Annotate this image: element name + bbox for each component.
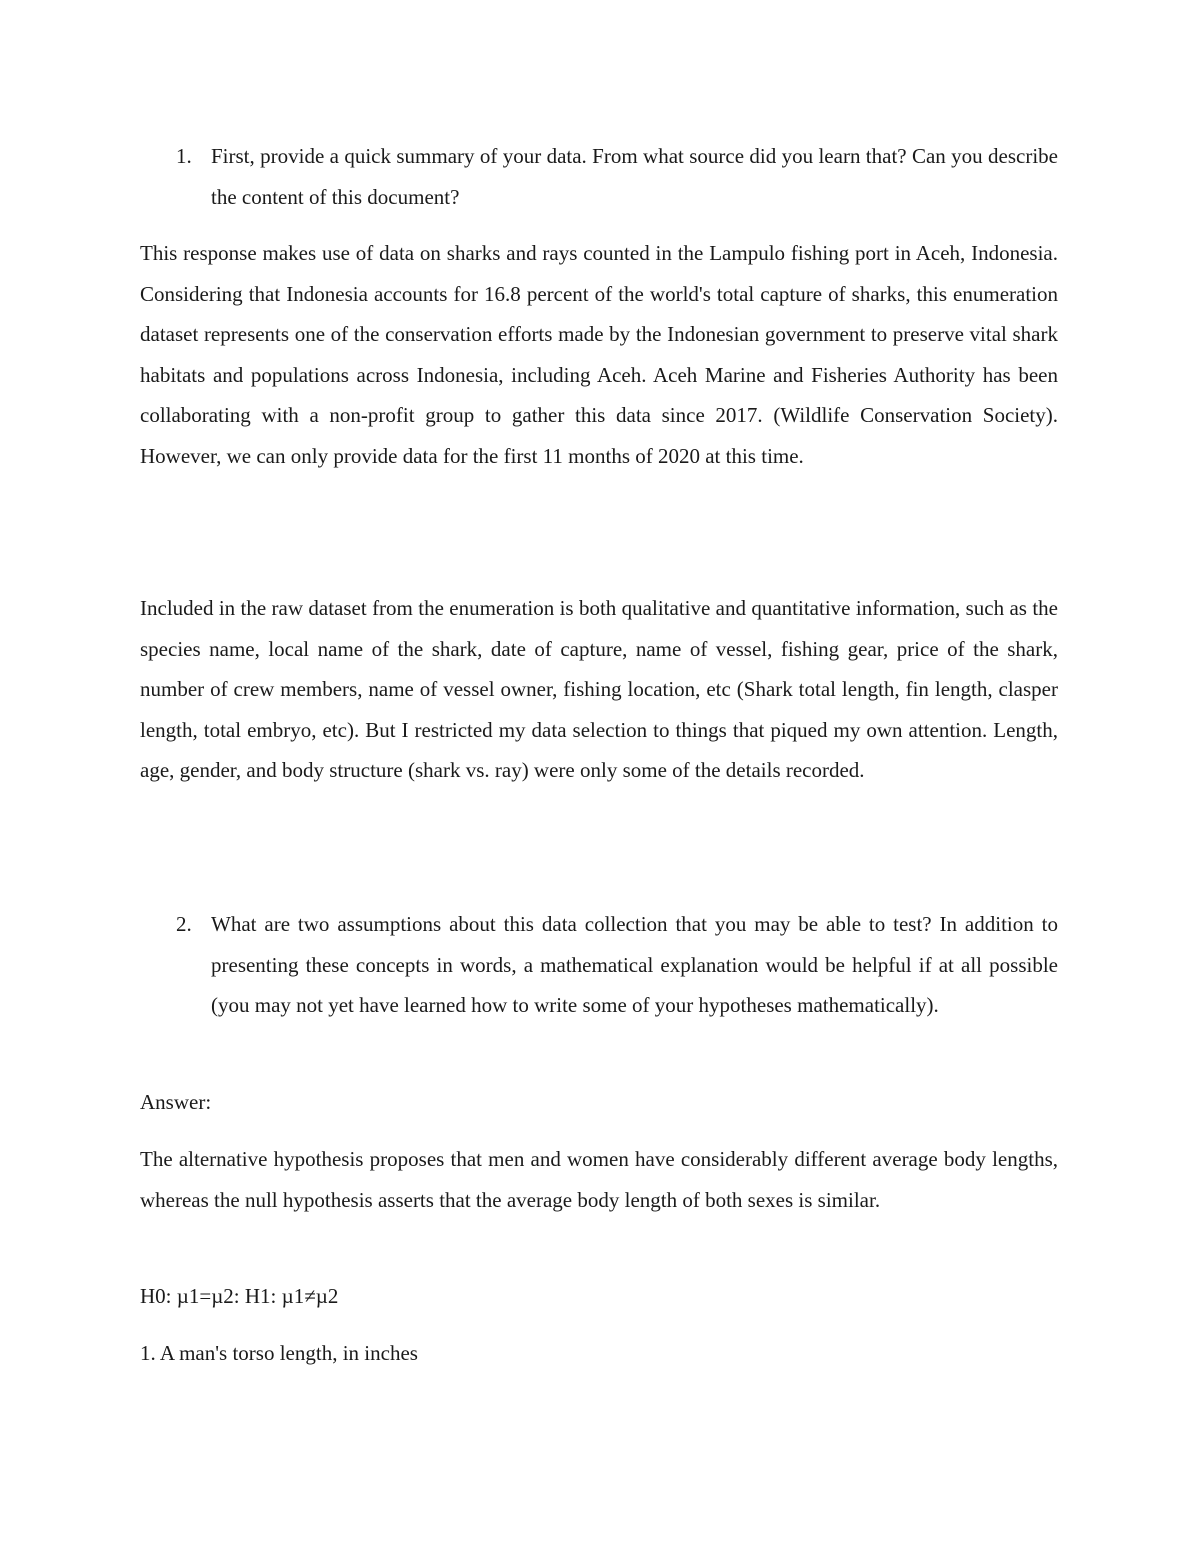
question-1-text: First, provide a quick summary of your data. From what source did you learn that? Can you describe the content of this document? [211,144,1058,209]
list-item-1: 1. A man's torso length, in inches [140,1341,418,1365]
summary-paragraph: This response makes use of data on sharks and rays counted in the Lampulo fishing port in Aceh, Indonesia. Considering that Indonesia accounts for 16.8 percent of the world's total capture of sharks, this enumeration dataset represents one of the conservation efforts made by the Indonesian government to preserve vital shark habitats and populations across Indonesia, including Aceh. Aceh Marine and Fisheries Authority has been collaborating with a non-profit group to gather this data since 2017. (Wildlife Conservation Society). However, we can only provide data for the first 11 months of 2020 at this time. [140,241,1058,468]
question-2-text: What are two assumptions about this data collection that you may be able to test? In addition to presenting these concepts in words, a mathematical explanation would be helpful if at all possible (you may not yet have learned how to write some of your hypotheses mathematically). [211,912,1058,1017]
dataset-paragraph: Included in the raw dataset from the enumeration is both qualitative and quantitative information, such as the species name, local name of the shark, date of capture, name of vessel, fishing gear, price of the shark, number of crew members, name of vessel owner, fishing location, etc (Shark total length, fin length, clasper length, total embryo, etc). But I restricted my data selection to things that piqued my own attention. Length, age, gender, and body structure (shark vs. ray) were only some of the details recorded. [140,596,1058,782]
hypothesis-paragraph: The alternative hypothesis proposes that men and women have considerably different average body lengths, whereas the null hypothesis asserts that the average body length of both sexes is similar. [140,1147,1058,1212]
question-1-number: 1. [176,144,192,168]
question-2-number: 2. [176,912,192,936]
question-1 [140,136,1058,217]
hypothesis-formula: H0: µ1=µ2: H1: µ1≠µ2 [140,1284,339,1308]
question-2 [140,904,1058,1026]
answer-label: Answer: [140,1090,212,1114]
